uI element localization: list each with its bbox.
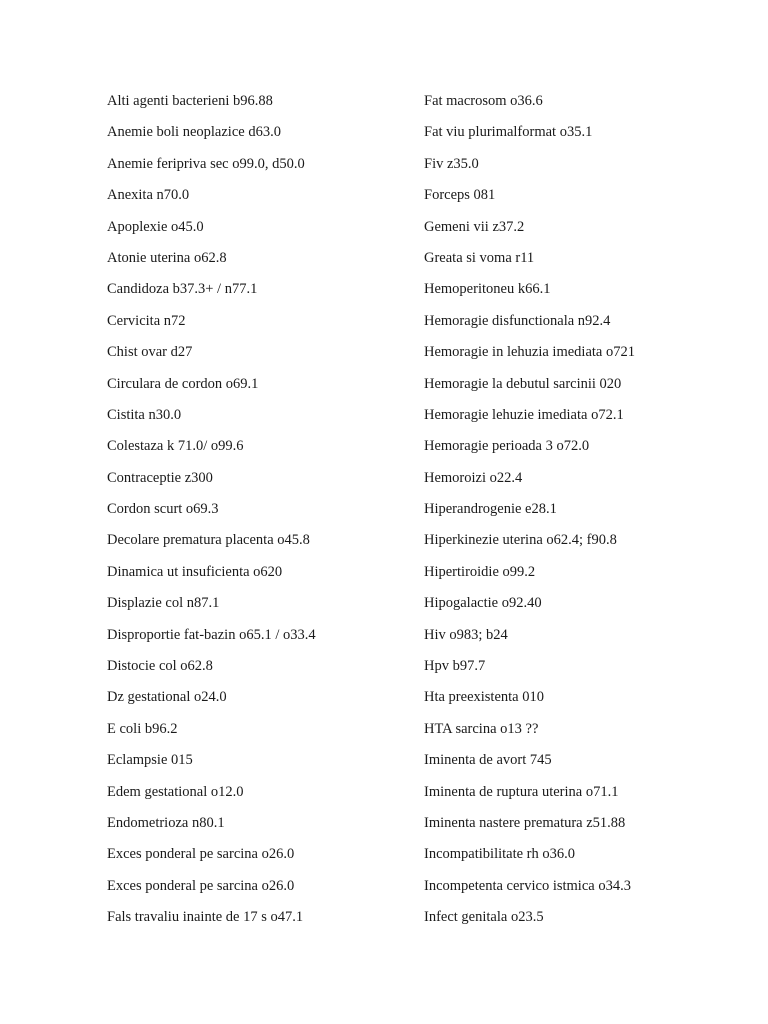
code-entry: Hiperandrogenie e28.1 — [424, 501, 557, 518]
code-entry: Dinamica ut insuficienta o620 — [107, 563, 283, 580]
code-entry: Hpv b97.7 — [424, 658, 486, 675]
code-entry: Eclampsie 015 — [107, 752, 193, 769]
code-entry: Iminenta de avort 745 — [424, 752, 552, 769]
code-entry: Anemie feripriva sec o99.0, d50.0 — [107, 155, 305, 172]
code-entry: Cistita n30.0 — [107, 406, 182, 423]
code-entry: Fat viu plurimalformat o35.1 — [424, 124, 593, 141]
code-entry: Hemoperitoneu k66.1 — [424, 281, 551, 298]
code-entry: Candidoza b37.3+ / n77.1 — [107, 281, 258, 298]
code-entry: Fiv z35.0 — [424, 155, 479, 172]
code-entry: Hiperkinezie uterina o62.4; f90.8 — [424, 532, 617, 549]
code-entry: Alti agenti bacterieni b96.88 — [107, 93, 273, 109]
code-entry: Hemoragie disfunctionala n92.4 — [424, 312, 611, 329]
code-entry: Edem gestational o12.0 — [107, 783, 244, 800]
code-entry: Endometrioza n80.1 — [107, 814, 225, 831]
code-entry: Exces ponderal pe sarcina o26.0 — [107, 877, 295, 894]
code-entry: Apoplexie o45.0 — [107, 218, 204, 235]
code-entry: Hemoragie perioada 3 o72.0 — [424, 438, 590, 455]
code-entry: Hta preexistenta 010 — [424, 689, 544, 706]
code-entry: Incompetenta cervico istmica o34.3 — [424, 877, 631, 894]
code-entry: Contraceptie z300 — [107, 469, 213, 486]
code-entry: Cervicita n72 — [107, 312, 186, 329]
code-entry: Exces ponderal pe sarcina o26.0 — [107, 846, 295, 863]
code-entry: Forceps 081 — [424, 187, 496, 204]
code-entry: Iminenta de ruptura uterina o71.1 — [424, 783, 619, 800]
code-entry: Disproportie fat-bazin o65.1 / o33.4 — [107, 626, 316, 643]
code-entry: Anemie boli neoplazice d63.0 — [107, 124, 281, 141]
code-entry: Gemeni vii z37.2 — [424, 218, 525, 235]
code-entry: Greata si voma r11 — [424, 249, 535, 266]
code-entry: Hipogalactie o92.40 — [424, 595, 542, 612]
code-entry: Fat macrosom o36.6 — [424, 93, 543, 109]
code-entry: Circulara de cordon o69.1 — [107, 375, 259, 392]
code-entry: Hemoragie la debutul sarcinii 020 — [424, 375, 622, 392]
code-entry: Displazie col n87.1 — [107, 595, 220, 612]
code-entry: Hiv o983; b24 — [424, 626, 508, 643]
code-entry: Cordon scurt o69.3 — [107, 501, 219, 518]
code-entry: Incompatibilitate rh o36.0 — [424, 846, 576, 863]
right-column-list — [424, 88, 635, 936]
code-entry: E coli b96.2 — [107, 720, 178, 737]
code-entry: Chist ovar d27 — [107, 344, 193, 361]
code-entry: Infect genitala o23.5 — [424, 909, 544, 926]
code-entry: Decolare prematura placenta o45.8 — [107, 532, 310, 549]
code-entry: Hemoragie in lehuzia imediata o721 — [424, 344, 635, 361]
code-entry: Atonie uterina o62.8 — [107, 249, 227, 266]
code-entry: Colestaza k 71.0/ o99.6 — [107, 438, 244, 455]
code-entry: Hemoroizi o22.4 — [424, 469, 523, 486]
code-entry: Hipertiroidie o99.2 — [424, 563, 536, 580]
code-entry: Fals travaliu inainte de 17 s o47.1 — [107, 909, 304, 926]
code-entry: Iminenta nastere prematura z51.88 — [424, 814, 626, 831]
code-entry: Hemoragie lehuzie imediata o72.1 — [424, 406, 624, 423]
code-entry: Distocie col o62.8 — [107, 658, 213, 675]
code-entry: HTA sarcina o13 ?? — [424, 720, 539, 737]
code-entry: Dz gestational o24.0 — [107, 689, 227, 706]
left-column-list — [107, 88, 316, 936]
code-entry: Anexita n70.0 — [107, 187, 190, 204]
